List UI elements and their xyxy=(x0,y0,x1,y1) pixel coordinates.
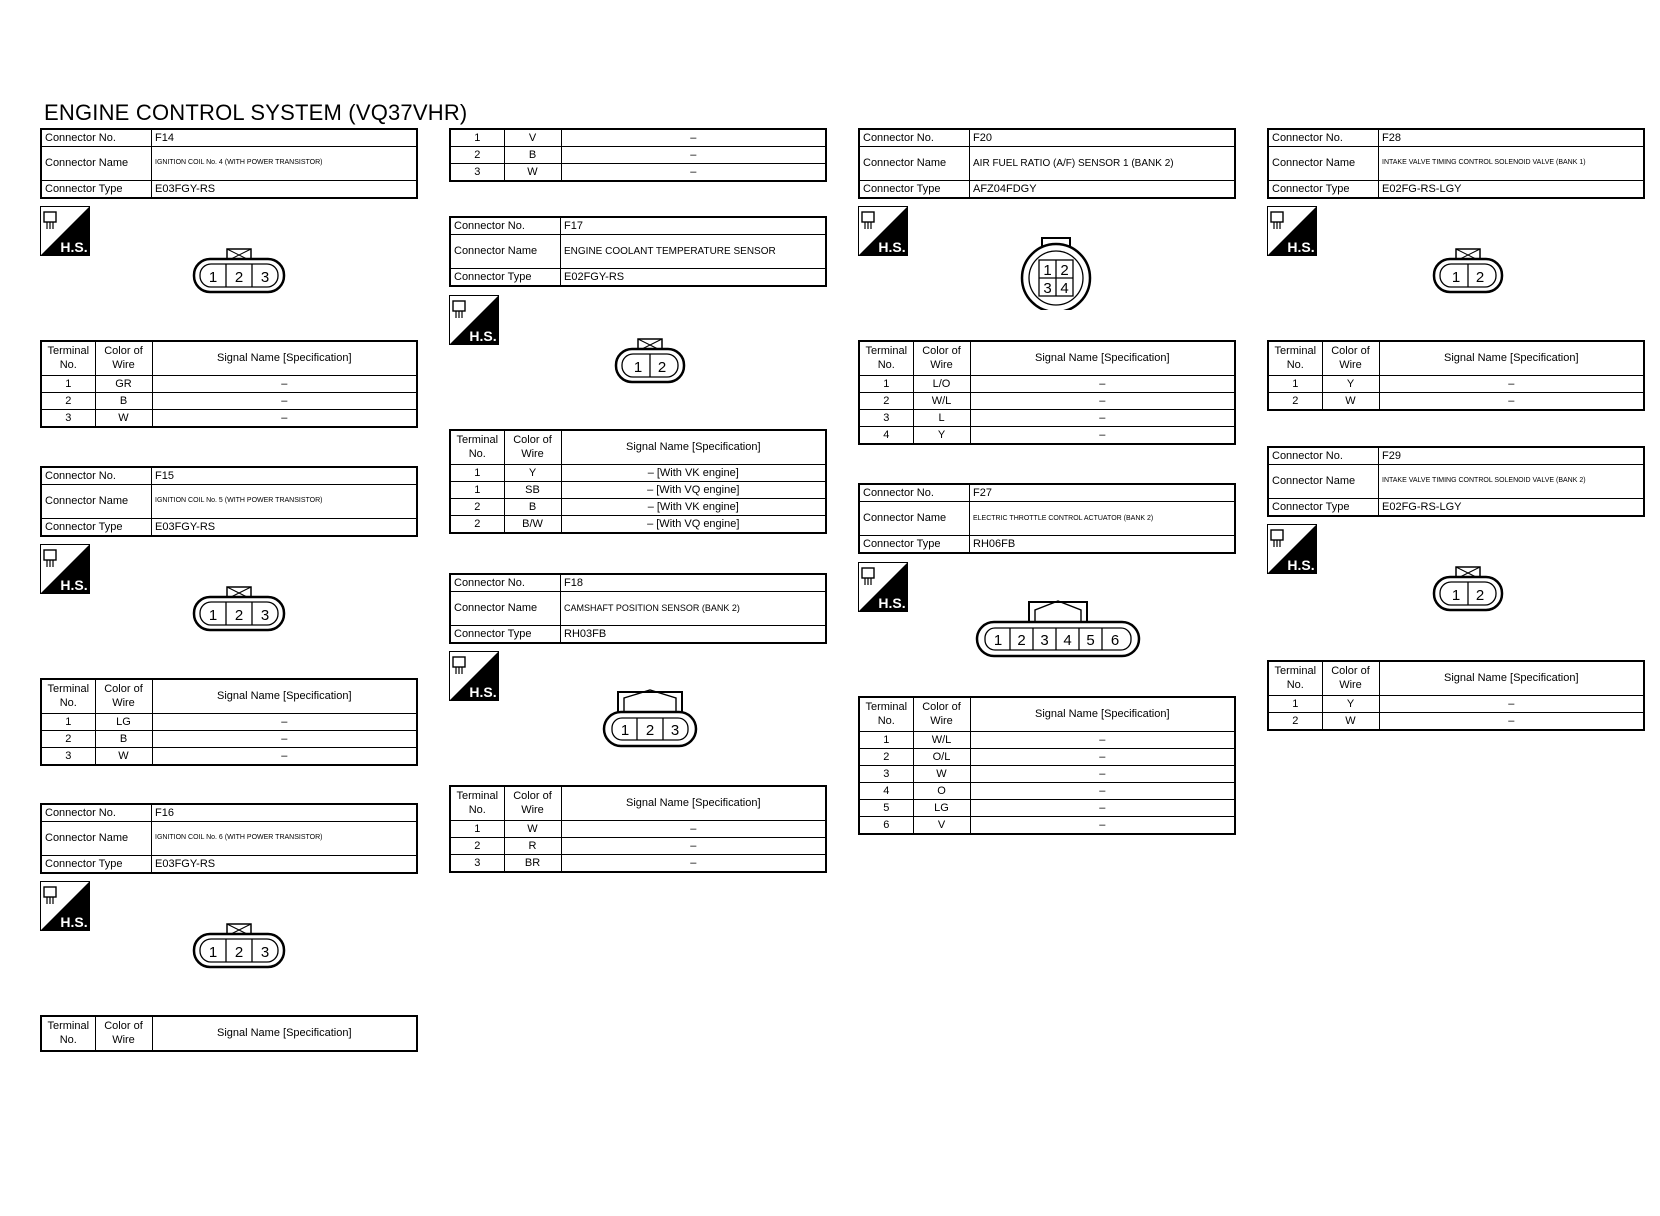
signal-cell: – xyxy=(561,147,826,164)
table-row xyxy=(450,129,826,147)
connector-face-f29 xyxy=(1432,566,1504,612)
color-cell: Y xyxy=(504,465,561,482)
connector-face-f17 xyxy=(614,338,686,384)
signal-cell: – xyxy=(1379,696,1644,713)
terminal-cell: 2 xyxy=(859,749,913,766)
pin-number: 2 xyxy=(1475,587,1485,604)
connector-face-f15 xyxy=(192,586,286,632)
header-color-of-wire: Color of Wire xyxy=(1322,341,1379,376)
label-connector-no: Connector No. xyxy=(859,129,970,147)
connector-face-f27 xyxy=(975,598,1141,658)
terminal-cell: 1 xyxy=(450,129,504,147)
signal-cell: – xyxy=(970,783,1235,800)
terminal-table-f20 xyxy=(858,340,1236,445)
pin-number: 2 xyxy=(645,722,655,739)
signal-cell: – [With VK engine] xyxy=(561,465,826,482)
header-signal-name: Signal Name [Specification] xyxy=(152,679,417,714)
terminal-table-f18 xyxy=(449,785,827,873)
pin-number: 6 xyxy=(1110,632,1120,649)
page-title: ENGINE CONTROL SYSTEM (VQ37VHR) xyxy=(44,100,468,125)
color-cell: LG xyxy=(95,714,152,731)
table-row xyxy=(450,855,826,873)
color-cell: L xyxy=(913,410,970,427)
label-connector-no: Connector No. xyxy=(859,484,970,502)
color-cell: W xyxy=(1322,713,1379,731)
color-cell: V xyxy=(913,817,970,835)
header-signal-name: Signal Name [Specification] xyxy=(561,786,826,821)
connector-name: CAMSHAFT POSITION SENSOR (BANK 2) xyxy=(561,592,827,626)
color-cell: W/L xyxy=(913,732,970,749)
terminal-cell: 3 xyxy=(41,748,95,766)
terminal-cell: 2 xyxy=(450,499,504,516)
pin-number: 2 xyxy=(1475,269,1485,286)
header-terminal-no: Terminal No. xyxy=(1268,661,1322,696)
hs-label: H.S. xyxy=(878,239,906,255)
connector-type: E02FG-RS-LGY xyxy=(1379,499,1645,517)
label-connector-no: Connector No. xyxy=(1268,447,1379,465)
header-color-of-wire: Color of Wire xyxy=(504,786,561,821)
label-connector-no: Connector No. xyxy=(450,574,561,592)
terminal-table-f27 xyxy=(858,696,1236,835)
harness-side-icon xyxy=(449,295,499,345)
table-row xyxy=(450,482,826,499)
connector-type: E02FG-RS-LGY xyxy=(1379,181,1645,199)
color-cell: W xyxy=(913,766,970,783)
color-cell: BR xyxy=(504,855,561,873)
table-row xyxy=(859,817,1235,835)
signal-cell: – [With VK engine] xyxy=(561,499,826,516)
terminal-cell: 2 xyxy=(450,147,504,164)
label-connector-no: Connector No. xyxy=(450,217,561,235)
connector-type: RH03FB xyxy=(561,626,827,644)
label-connector-type: Connector Type xyxy=(41,856,152,874)
terminal-cell: 3 xyxy=(450,855,504,873)
connector-info-f18 xyxy=(449,573,827,644)
connector-no: F27 xyxy=(970,484,1236,502)
table-row xyxy=(41,714,417,731)
header-terminal-no: Terminal No. xyxy=(859,697,913,732)
label-connector-type: Connector Type xyxy=(1268,181,1379,199)
table-row xyxy=(859,783,1235,800)
hs-label: H.S. xyxy=(60,914,88,930)
table-row xyxy=(41,731,417,748)
connector-info-f14 xyxy=(40,128,418,199)
color-cell: V xyxy=(504,129,561,147)
color-cell: GR xyxy=(95,376,152,393)
color-cell: W xyxy=(95,748,152,766)
header-signal-name: Signal Name [Specification] xyxy=(152,341,417,376)
connector-info-f15 xyxy=(40,466,418,537)
pin-number: 1 xyxy=(993,632,1003,649)
table-row xyxy=(859,410,1235,427)
terminal-cell: 1 xyxy=(859,376,913,393)
color-cell: Y xyxy=(1322,696,1379,713)
connector-no: F15 xyxy=(152,467,418,485)
pin-number: 1 xyxy=(208,269,218,286)
header-color-of-wire: Color of Wire xyxy=(1322,661,1379,696)
signal-cell: – xyxy=(1379,393,1644,411)
terminal-cell: 2 xyxy=(450,838,504,855)
connector-info-f27 xyxy=(858,483,1236,554)
terminal-cell: 5 xyxy=(859,800,913,817)
table-row xyxy=(859,732,1235,749)
pin-number: 3 xyxy=(670,722,680,739)
label-connector-name: Connector Name xyxy=(450,235,561,269)
connector-info-f16 xyxy=(40,803,418,874)
table-row xyxy=(1268,376,1644,393)
terminal-cell: 3 xyxy=(859,766,913,783)
color-cell: B xyxy=(95,393,152,410)
color-cell: Y xyxy=(1322,376,1379,393)
label-connector-type: Connector Type xyxy=(41,181,152,199)
connector-type: AFZ04FDGY xyxy=(970,181,1236,199)
header-color-of-wire: Color of Wire xyxy=(504,430,561,465)
connector-info-f20 xyxy=(858,128,1236,199)
color-cell: B xyxy=(95,731,152,748)
pin-number: 4 xyxy=(1063,632,1072,649)
connector-name: IGNITION COIL No. 4 (WITH POWER TRANSISTOR) xyxy=(152,147,418,181)
label-connector-name: Connector Name xyxy=(41,485,152,519)
color-cell: W xyxy=(504,164,561,182)
hs-label: H.S. xyxy=(469,684,497,700)
pin-number: 5 xyxy=(1086,632,1095,649)
label-connector-name: Connector Name xyxy=(41,147,152,181)
header-color-of-wire: Color of Wire xyxy=(95,341,152,376)
color-cell: SB xyxy=(504,482,561,499)
header-color-of-wire: Color of Wire xyxy=(95,1016,152,1051)
terminal-cell: 1 xyxy=(450,465,504,482)
signal-cell: – xyxy=(152,410,417,428)
pin-number: 1 xyxy=(208,944,218,961)
hs-label: H.S. xyxy=(1287,557,1315,573)
signal-cell: – xyxy=(561,838,826,855)
color-cell: W/L xyxy=(913,393,970,410)
terminal-cell: 2 xyxy=(859,393,913,410)
header-signal-name: Signal Name [Specification] xyxy=(1379,341,1644,376)
terminal-table-f16-header xyxy=(40,1015,418,1052)
header-terminal-no: Terminal No. xyxy=(41,1016,95,1051)
connector-name: INTAKE VALVE TIMING CONTROL SOLENOID VALVE (BANK 1) xyxy=(1379,147,1645,181)
connector-type: E02FGY-RS xyxy=(561,269,827,287)
color-cell: Y xyxy=(913,427,970,445)
connector-name: IGNITION COIL No. 5 (WITH POWER TRANSISTOR) xyxy=(152,485,418,519)
connector-face-f28 xyxy=(1432,248,1504,294)
header-signal-name: Signal Name [Specification] xyxy=(1379,661,1644,696)
connector-name: ENGINE COOLANT TEMPERATURE SENSOR xyxy=(561,235,827,269)
color-cell: B xyxy=(504,147,561,164)
harness-side-icon xyxy=(40,206,90,256)
signal-cell: – xyxy=(561,821,826,838)
label-connector-type: Connector Type xyxy=(450,626,561,644)
terminal-cell: 2 xyxy=(41,393,95,410)
pin-number: 2 xyxy=(1017,632,1026,649)
connector-name: INTAKE VALVE TIMING CONTROL SOLENOID VALVE (BANK 2) xyxy=(1379,465,1645,499)
signal-cell: – xyxy=(970,376,1235,393)
connector-info-f29 xyxy=(1267,446,1645,517)
label-connector-type: Connector Type xyxy=(450,269,561,287)
table-row xyxy=(859,427,1235,445)
connector-no: F28 xyxy=(1379,129,1645,147)
table-row xyxy=(450,499,826,516)
table-row xyxy=(859,766,1235,783)
connector-no: F17 xyxy=(561,217,827,235)
color-cell: O xyxy=(913,783,970,800)
pin-number: 2 xyxy=(657,359,667,376)
signal-cell: – xyxy=(970,393,1235,410)
connector-no: F14 xyxy=(152,129,418,147)
pin-number: 1 xyxy=(633,359,643,376)
table-row xyxy=(859,800,1235,817)
table-row xyxy=(859,749,1235,766)
terminal-cell: 1 xyxy=(859,732,913,749)
table-row xyxy=(1268,713,1644,731)
pin-number: 2 xyxy=(234,269,244,286)
color-cell: W xyxy=(1322,393,1379,411)
table-row xyxy=(41,748,417,766)
label-connector-no: Connector No. xyxy=(41,804,152,822)
terminal-cell: 2 xyxy=(1268,393,1322,411)
label-connector-name: Connector Name xyxy=(859,147,970,181)
header-color-of-wire: Color of Wire xyxy=(913,341,970,376)
terminal-table-f17 xyxy=(449,429,827,534)
color-cell: B/W xyxy=(504,516,561,534)
label-connector-name: Connector Name xyxy=(450,592,561,626)
table-row xyxy=(450,465,826,482)
connector-type: E03FGY-RS xyxy=(152,181,418,199)
header-color-of-wire: Color of Wire xyxy=(95,679,152,714)
connector-type: RH06FB xyxy=(970,536,1236,554)
header-color-of-wire: Color of Wire xyxy=(913,697,970,732)
terminal-cell: 4 xyxy=(859,783,913,800)
connector-info-f28 xyxy=(1267,128,1645,199)
table-row xyxy=(859,393,1235,410)
connector-no: F29 xyxy=(1379,447,1645,465)
pin-number: 1 xyxy=(1451,269,1461,286)
pin-number: 1 xyxy=(1451,587,1461,604)
header-terminal-no: Terminal No. xyxy=(41,679,95,714)
label-connector-type: Connector Type xyxy=(1268,499,1379,517)
color-cell: L/O xyxy=(913,376,970,393)
harness-side-icon xyxy=(449,651,499,701)
connector-info-f17 xyxy=(449,216,827,287)
terminal-cell: 1 xyxy=(1268,696,1322,713)
table-row xyxy=(41,393,417,410)
connector-type: E03FGY-RS xyxy=(152,519,418,537)
terminal-cell: 1 xyxy=(41,714,95,731)
connector-face-f16 xyxy=(192,923,286,969)
pin-number: 3 xyxy=(260,269,270,286)
connector-no: F20 xyxy=(970,129,1236,147)
terminal-cell: 3 xyxy=(859,410,913,427)
label-connector-name: Connector Name xyxy=(41,822,152,856)
table-row xyxy=(859,376,1235,393)
pin-number: 1 xyxy=(208,607,218,624)
terminal-cell: 2 xyxy=(1268,713,1322,731)
pin-number: 1 xyxy=(620,722,630,739)
hs-label: H.S. xyxy=(878,595,906,611)
header-terminal-no: Terminal No. xyxy=(41,341,95,376)
pin-number: 1 xyxy=(1043,262,1052,279)
signal-cell: – xyxy=(970,817,1235,835)
terminal-cell: 3 xyxy=(450,164,504,182)
terminal-cell: 4 xyxy=(859,427,913,445)
terminal-cell: 1 xyxy=(41,376,95,393)
color-cell: O/L xyxy=(913,749,970,766)
header-signal-name: Signal Name [Specification] xyxy=(561,430,826,465)
terminal-cell: 1 xyxy=(1268,376,1322,393)
signal-cell: – xyxy=(970,732,1235,749)
signal-cell: – xyxy=(561,855,826,873)
table-row xyxy=(450,821,826,838)
header-terminal-no: Terminal No. xyxy=(859,341,913,376)
label-connector-type: Connector Type xyxy=(859,536,970,554)
table-row xyxy=(41,410,417,428)
hs-label: H.S. xyxy=(60,239,88,255)
color-cell: W xyxy=(95,410,152,428)
label-connector-name: Connector Name xyxy=(1268,465,1379,499)
connector-name: AIR FUEL RATIO (A/F) SENSOR 1 (BANK 2) xyxy=(970,147,1236,181)
terminal-cell: 1 xyxy=(450,482,504,499)
header-signal-name: Signal Name [Specification] xyxy=(970,697,1235,732)
connector-face-f20 xyxy=(1018,236,1094,310)
terminal-cell: 3 xyxy=(41,410,95,428)
signal-cell: – xyxy=(152,748,417,766)
label-connector-no: Connector No. xyxy=(41,467,152,485)
signal-cell: – xyxy=(1379,713,1644,731)
table-row xyxy=(1268,393,1644,411)
table-row xyxy=(450,838,826,855)
harness-side-icon xyxy=(1267,206,1317,256)
label-connector-type: Connector Type xyxy=(41,519,152,537)
label-connector-type: Connector Type xyxy=(859,181,970,199)
header-signal-name: Signal Name [Specification] xyxy=(970,341,1235,376)
signal-cell: – xyxy=(152,714,417,731)
color-cell: R xyxy=(504,838,561,855)
label-connector-name: Connector Name xyxy=(1268,147,1379,181)
hs-label: H.S. xyxy=(469,328,497,344)
table-row xyxy=(450,516,826,534)
signal-cell: – xyxy=(561,129,826,147)
signal-cell: – xyxy=(561,164,826,182)
signal-cell: – xyxy=(970,427,1235,445)
harness-side-icon xyxy=(40,544,90,594)
terminal-table-f29 xyxy=(1267,660,1645,731)
connector-no: F18 xyxy=(561,574,827,592)
terminal-table-f15 xyxy=(40,678,418,766)
pin-number: 3 xyxy=(1043,280,1052,297)
signal-cell: – xyxy=(152,731,417,748)
harness-side-icon xyxy=(40,881,90,931)
signal-cell: – xyxy=(152,393,417,410)
signal-cell: – [With VQ engine] xyxy=(561,516,826,534)
table-row xyxy=(450,164,826,182)
header-terminal-no: Terminal No. xyxy=(1268,341,1322,376)
hs-label: H.S. xyxy=(1287,239,1315,255)
connector-face-f18 xyxy=(602,688,698,748)
signal-cell: – xyxy=(970,800,1235,817)
label-connector-no: Connector No. xyxy=(41,129,152,147)
pin-number: 2 xyxy=(1060,262,1069,279)
table-row xyxy=(1268,696,1644,713)
connector-name: ELECTRIC THROTTLE CONTROL ACTUATOR (BANK 2) xyxy=(970,502,1236,536)
table-row xyxy=(450,147,826,164)
color-cell: B xyxy=(504,499,561,516)
terminal-table-f16-rows xyxy=(449,128,827,182)
table-row xyxy=(41,376,417,393)
terminal-cell: 2 xyxy=(450,516,504,534)
hs-label: H.S. xyxy=(60,577,88,593)
terminal-cell: 6 xyxy=(859,817,913,835)
signal-cell: – [With VQ engine] xyxy=(561,482,826,499)
connector-no: F16 xyxy=(152,804,418,822)
signal-cell: – xyxy=(970,410,1235,427)
pin-number: 2 xyxy=(234,607,244,624)
connector-face-f14 xyxy=(192,248,286,294)
terminal-cell: 1 xyxy=(450,821,504,838)
signal-cell: – xyxy=(970,766,1235,783)
harness-side-icon xyxy=(858,206,908,256)
terminal-table-f14 xyxy=(40,340,418,428)
connector-type: E03FGY-RS xyxy=(152,856,418,874)
signal-cell: – xyxy=(152,376,417,393)
harness-side-icon xyxy=(858,562,908,612)
pin-number: 3 xyxy=(260,944,270,961)
pin-number: 3 xyxy=(1040,632,1049,649)
label-connector-name: Connector Name xyxy=(859,502,970,536)
signal-cell: – xyxy=(970,749,1235,766)
color-cell: W xyxy=(504,821,561,838)
label-connector-no: Connector No. xyxy=(1268,129,1379,147)
header-signal-name: Signal Name [Specification] xyxy=(152,1016,417,1051)
terminal-table-f28 xyxy=(1267,340,1645,411)
header-terminal-no: Terminal No. xyxy=(450,430,504,465)
harness-side-icon xyxy=(1267,524,1317,574)
connector-name: IGNITION COIL No. 6 (WITH POWER TRANSISTOR) xyxy=(152,822,418,856)
color-cell: LG xyxy=(913,800,970,817)
pin-number: 4 xyxy=(1060,280,1069,297)
terminal-cell: 2 xyxy=(41,731,95,748)
header-terminal-no: Terminal No. xyxy=(450,786,504,821)
signal-cell: – xyxy=(1379,376,1644,393)
pin-number: 3 xyxy=(260,607,270,624)
pin-number: 2 xyxy=(234,944,244,961)
